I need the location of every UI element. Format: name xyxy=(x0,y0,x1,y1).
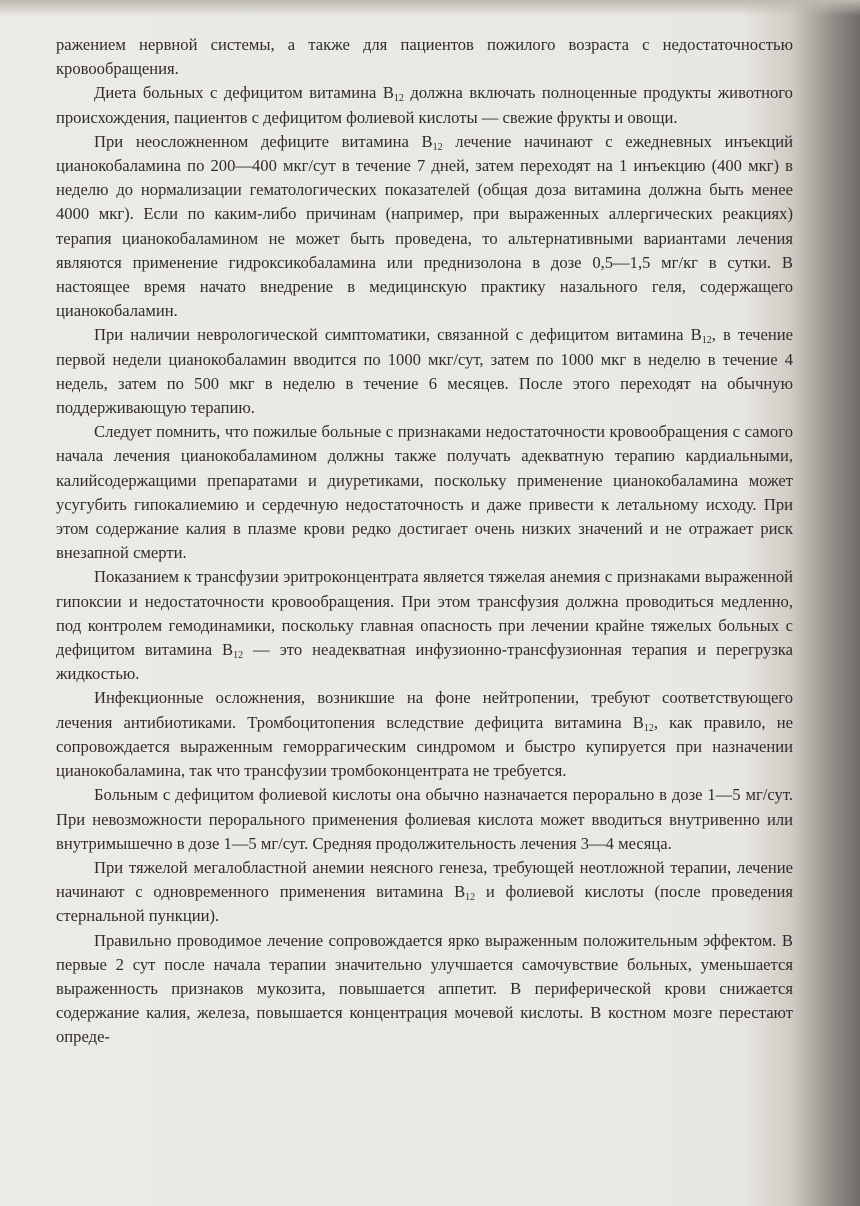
text-run: Правильно проводимое лечение сопровождается ярко выраженным положительным эффектом. В первые 2 сут после начала терапии значительно улучшается самочувствие больных, уменьшается выраженность признаков мукозита, повышается аппетит. В периферической крови снижается содержание калия, железа, повышается концентрация мочевой кислоты. В костном мозге перестают опреде- xyxy=(56,930,793,1047)
subscript: 12 xyxy=(465,892,476,904)
paragraph xyxy=(56,33,793,81)
subscript: 12 xyxy=(432,141,443,153)
text-run: ражением нервной системы, а также для пациентов пожилого возраста с недостаточностью кровообращения. xyxy=(56,35,793,79)
paragraph xyxy=(56,420,793,565)
subscript: 12 xyxy=(701,335,712,347)
paragraph xyxy=(56,565,793,686)
text-run: лечение начинают с ежедневных инъекций цианокобаламина по 200—400 мкг/сут в течение 7 дней, затем переходят на 1 инъекцию (400 мкг) в неделю до нормализации гематологических показателей (общая доза витамина должна быть менее 4000 мкг). Если по каким-либо причинам (например, при выраженных аллергических реакциях) терапия цианокобаламином не может быть проведена, то альтернативными вариантами лечения являются применение гидроксикобаламина или преднизолона в дозе 0,5—1,5 мг/кг в сутки. В настоящее время начато внедрение в медицинскую практику назального геля, содержащего цианокобаламин. xyxy=(56,131,793,321)
text-run: Больным с дефицитом фолиевой кислоты она обычно назначается перорально в дозе 1—5 мг/сут. При невозможности перорального применения фолиевая кислота может вводиться внутривенно или внутримышечно в дозе 1—5 мг/сут. Средняя продолжительность лечения 3—4 месяца. xyxy=(56,785,793,853)
text-run: При тяжелой мегалобластной анемии неясного генеза, требующей неотложной терапии, лечение начинают с одновременного применения витамина B xyxy=(56,857,793,902)
text-run: , в течение первой недели цианокобаламин вводится по 1000 мкг/сут, затем по 1000 мкг в неделю в течение 4 недель, затем по 500 мкг в неделю в течение 6 месяцев. После этого переходят на обычную поддерживающую терапию. xyxy=(56,325,794,418)
paragraph xyxy=(56,323,793,420)
body-text xyxy=(56,33,793,1050)
text-run: Инфекционные осложнения, возникшие на фоне нейтропении, требуют соответствующего лечения антибиотиками. Тромбоцитопения вследствие дефицита витамина B xyxy=(56,688,793,732)
text-run: Следует помнить, что пожилые больные с признаками недостаточности кровообращения с самого начала лечения цианокобаламином должны также получать адекватную терапию кардиальными, калийсодержащими препаратами и диуретиками, поскольку применение цианокобаламина может усугубить гипокалиемию и сердечную недостаточность и даже привести к летальному исходу. При этом содержание калия в плазме крови редко достигает очень низких значений и не отражает риск внезапной смерти. xyxy=(56,422,793,563)
paragraph xyxy=(56,130,793,324)
subscript: 12 xyxy=(643,722,654,734)
paragraph xyxy=(56,81,793,129)
text-run: При неосложненном дефиците витамина B xyxy=(94,131,433,151)
text-run: , как правило, не сопровождается выраженным геморрагическим синдромом и быстро купируется при назначении цианокобаламина, так что трансфузии тромбоконцентрата не требуется. xyxy=(56,712,793,781)
text-run: и фолиевой кислоты (после проведения стернальной пункции). xyxy=(56,882,793,926)
paragraph xyxy=(56,929,793,1050)
text-run: При наличии неврологической симптоматики, связанной с дефицитом витамина B xyxy=(94,325,702,345)
text-run: Диета больных с дефицитом витамина B xyxy=(94,83,394,103)
subscript: 12 xyxy=(393,93,404,105)
subscript: 12 xyxy=(233,650,244,662)
paragraph xyxy=(56,856,793,929)
paragraph xyxy=(56,686,793,783)
paragraph xyxy=(56,783,793,856)
text-run: — это неадекватная инфузионно-трансфузионная терапия и перегрузка жидкостью. xyxy=(56,640,793,684)
text-run: должна включать полноценные продукты животного происхождения, пациентов с дефицитом фолиевой кислоты — свежие фрукты и овощи. xyxy=(56,83,793,127)
text-run: Показанием к трансфузии эритроконцентрата является тяжелая анемия с признаками выраженной гипоксии и недостаточности кровообращения. При этом трансфузия должна проводиться медленно, под контролем гемодинамики, поскольку главная опасность при лечении крайне тяжелых больных с дефицитом витамина B xyxy=(56,567,793,660)
